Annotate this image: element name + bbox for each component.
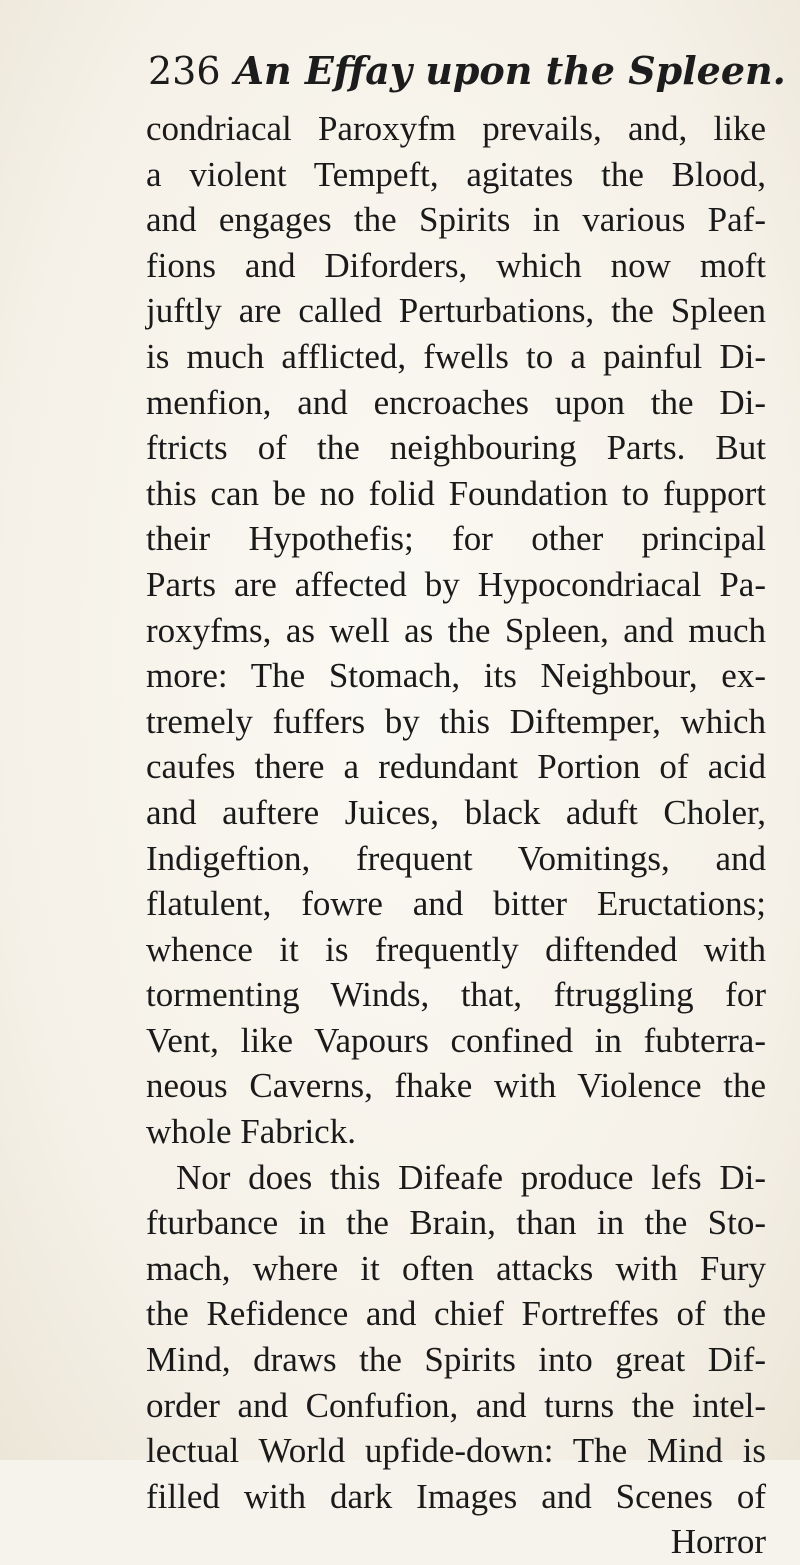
body-text — [146, 106, 766, 1565]
text-line: fturbance in the Brain, than in the Sto- — [146, 1203, 766, 1243]
text-line: more: The Stomach, its Neighbour, ex- — [146, 656, 766, 696]
text-line: whence it is frequently diftended with — [146, 929, 766, 969]
text-line: mach, where it often attacks with Fury — [146, 1248, 766, 1288]
text-line: menfion, and encroaches upon the Di- — [146, 382, 766, 422]
paragraph-end-line: whole Fabrick. — [146, 1112, 356, 1152]
text-line: Mind, draws the Spirits into great Dif- — [146, 1340, 766, 1380]
text-line: flatulent, fowre and bitter Eructations; — [146, 884, 766, 924]
text-line: is much afflicted, fwells to a painful Di- — [146, 336, 766, 376]
text-line: roxyfms, as well as the Spleen, and much — [146, 610, 766, 650]
text-line: Parts are affected by Hypocondriacal Pa- — [146, 564, 766, 604]
text-line: and engages the Spirits in various Paf- — [146, 200, 766, 240]
text-line: caufes there a redundant Portion of acid — [146, 747, 766, 787]
text-line: neous Caverns, fhake with Violence the — [146, 1066, 766, 1106]
text-line: Indigeftion, frequent Vomitings, and — [146, 838, 766, 878]
text-line: tormenting Winds, that, ftruggling for — [146, 975, 766, 1015]
text-line: filled with dark Images and Scenes of — [146, 1476, 766, 1516]
text-line: lectual World upfide-down: The Mind is — [146, 1431, 766, 1471]
page-header — [148, 48, 786, 93]
text-line: this can be no folid Foundation to fupport — [146, 473, 766, 513]
text-line: the Refidence and chief Fortreffes of the — [146, 1294, 766, 1334]
text-line: and auftere Juices, black aduft Choler, — [146, 792, 766, 832]
text-line: tremely fuffers by this Diftemper, which — [146, 701, 766, 741]
text-line: a violent Tempeft, agitates the Blood, — [146, 154, 766, 194]
text-line: condriacal Paroxyfm prevails, and, like — [146, 109, 766, 148]
running-title: An Effay upon the Spleen. — [234, 48, 786, 93]
page-number: 236 — [148, 49, 221, 93]
text-line: their Hypothefis; for other principal — [146, 519, 766, 559]
text-line: Vent, like Vapours confined in fubterra- — [146, 1020, 766, 1060]
text-line: ftricts of the neighbouring Parts. But — [146, 428, 766, 468]
paragraph-start-line: Nor does this Difeafe produce lefs Di- — [176, 1157, 766, 1197]
text-line: juftly are called Perturbations, the Spleen — [146, 291, 766, 331]
text-line: order and Confufion, and turns the intel- — [146, 1385, 766, 1425]
catchword: Horror — [670, 1522, 766, 1562]
text-line: fions and Diforders, which now moft — [146, 245, 766, 285]
